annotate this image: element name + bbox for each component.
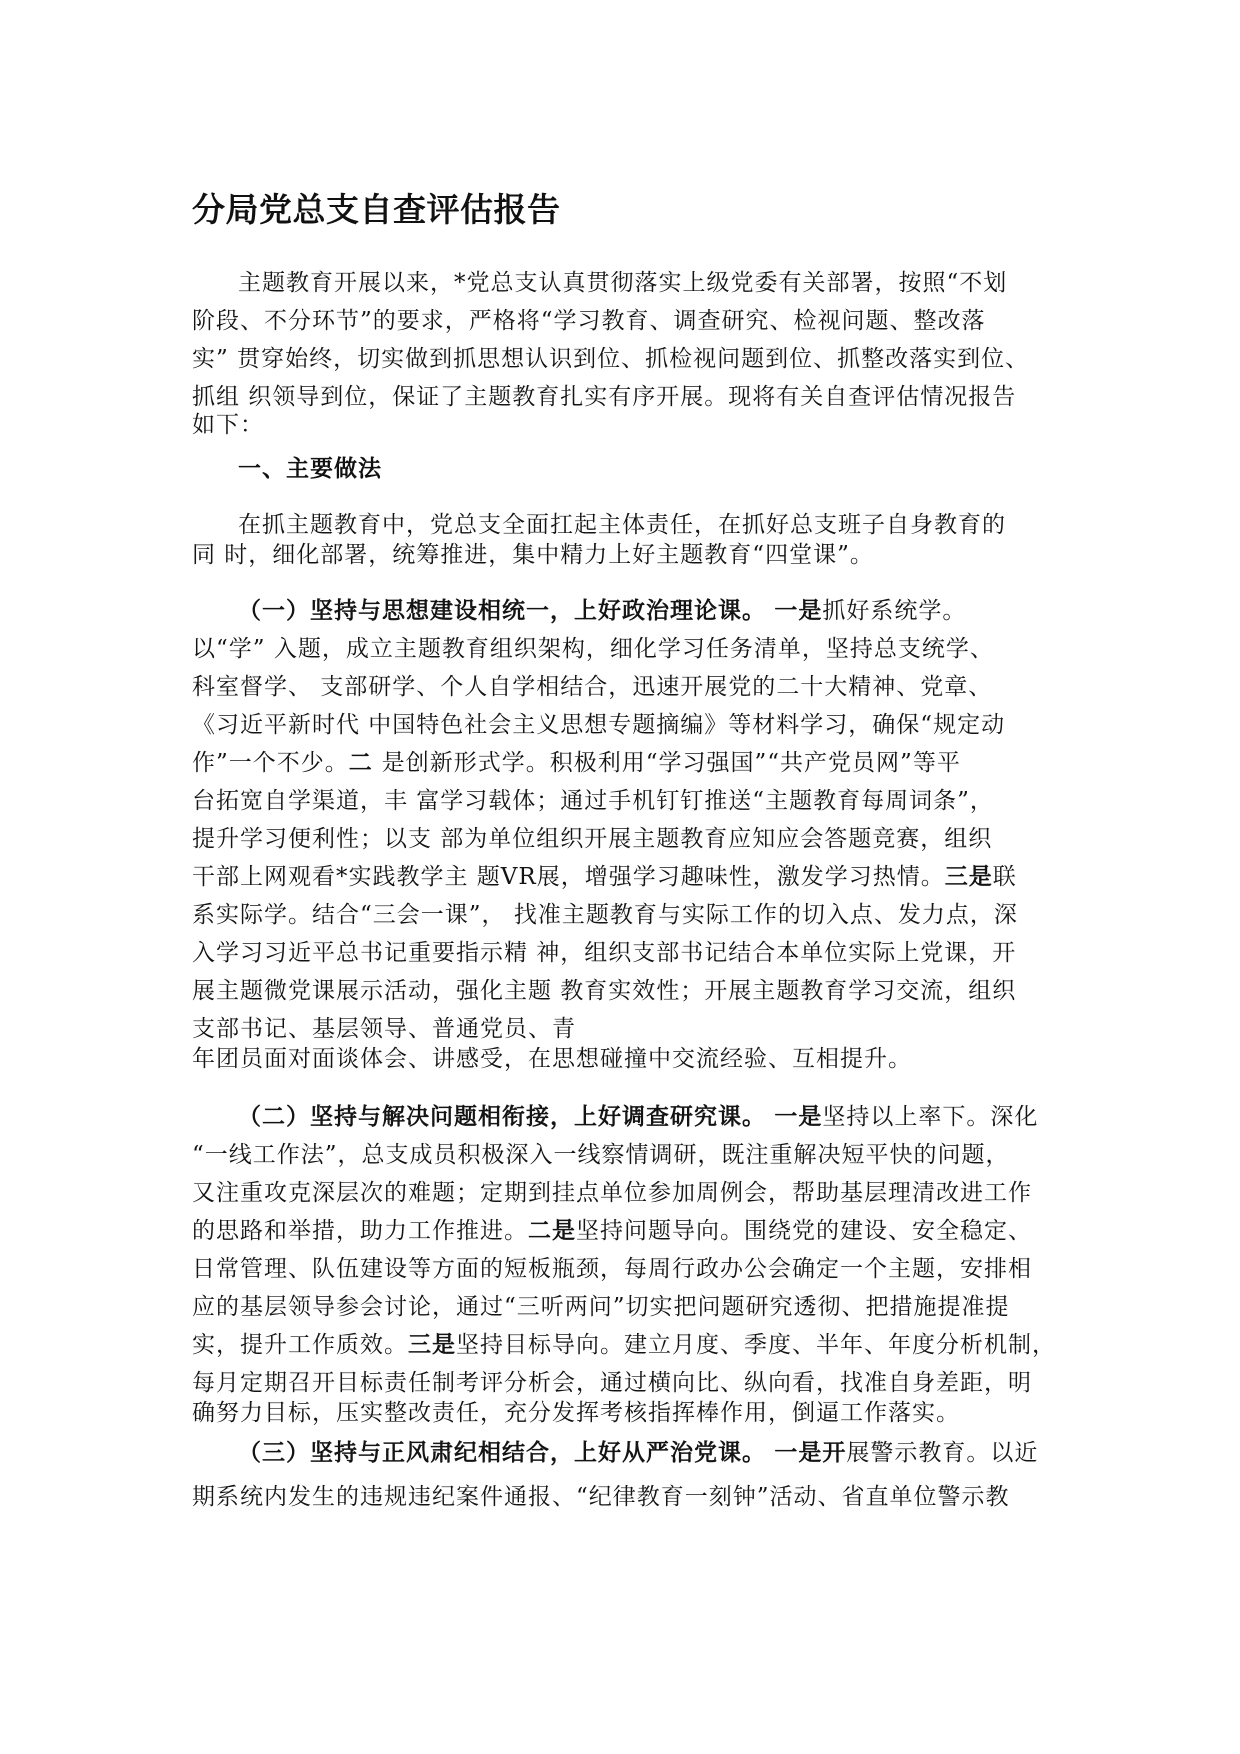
- intro-line-5: 如下：: [192, 412, 264, 438]
- part3-first-line: [238, 1438, 1038, 1468]
- part2-line-2: 又注重攻克深层次的难题；定期到挂点单位参加周例会，帮助基层理清改进工作: [192, 1180, 1032, 1206]
- part2-first-lead: 一是: [774, 1103, 823, 1130]
- part1-line-4a: 作”一个不少。: [192, 750, 349, 776]
- part1-line-10: 展主题微党课展示活动，强化主题 教育实效性；开展主题教育学习交流，组织: [192, 978, 1017, 1004]
- intro-line-3: 实” 贯穿始终，切实做到抓思想认识到位、抓检视问题到位、抓整改落实到位、: [192, 346, 1030, 372]
- part3-first-lead: 一是开: [774, 1439, 847, 1466]
- part1-line-5: 台拓宽自学渠道，丰 富学习载体；通过手机钉钉推送“主题教育每周词条”，: [192, 788, 994, 814]
- part1-line-8: 系实际学。结合“三会一课”， 找准主题教育与实际工作的切入点、发力点，深: [192, 902, 1018, 928]
- part3-heading: （三）坚持与正风肃纪相结合，上好从严治党课。: [238, 1439, 766, 1466]
- part2-line-3b: 坚持问题导向。围绕党的建设、安全稳定、: [576, 1218, 1032, 1244]
- part3-first-text: 展警示教育。以近: [846, 1440, 1039, 1466]
- part1-line-7: [192, 862, 1017, 892]
- page-title: 分局党总支自查评估报告: [192, 190, 561, 229]
- part2-heading: （二）坚持与解决问题相衔接，上好调查研究课。: [238, 1103, 766, 1130]
- part1-third-lead: 三是: [944, 863, 993, 890]
- part1-first-lead: 一是: [774, 597, 823, 624]
- intro-line-2: 阶段、不分环节”的要求，严格将“学习教育、调查研究、检视问题、整改落: [192, 308, 986, 334]
- part2-first-line: [238, 1102, 1038, 1132]
- part2-line-6b: 坚持目标导向。建立月度、季度、半年、年度分析机制，: [456, 1332, 1056, 1358]
- section-heading: 一、主要做法: [238, 456, 382, 482]
- part1-line-7a: 干部上网观看*实践教学主 题VR展，增强学习趣味性，激发学习热情。: [192, 864, 945, 890]
- part2-second-lead: 二是: [528, 1217, 576, 1244]
- part1-line-4: [192, 748, 961, 778]
- part2-third-lead: 三是: [408, 1331, 456, 1358]
- part1-first-text: 抓好系统学。: [822, 598, 967, 624]
- part2-line-3a: 的思路和举措，助力工作推进。: [192, 1218, 528, 1244]
- intro-line-4: 抓组 织领导到位，保证了主题教育扎实有序开展。现将有关自查评估情况报告: [192, 384, 1017, 410]
- part2-line-4: 日常管理、队伍建设等方面的短板瓶颈，每周行政办公会确定一个主题，安排相: [192, 1256, 1032, 1282]
- part2-line-1: “一线工作法”，总支成员积极深入一线察情调研，既注重解决短平快的问题，: [192, 1142, 1010, 1168]
- part2-line-3: [192, 1216, 1032, 1246]
- part1-line-4b: 是创新形式学。积极利用“学习强国”“共产党员网”等平: [381, 750, 961, 776]
- part2-line-7: 每月定期召开目标责任制考评分析会，通过横向比、纵向看，找准自身差距，明: [192, 1370, 1032, 1396]
- part1-line-11: 支部书记、基层领导、普通党员、青: [192, 1016, 576, 1042]
- section-lead-line-1: 在抓主题教育中，党总支全面扛起主体责任，在抓好总支班子自身教育的: [238, 512, 1006, 538]
- part2-line-6a: 实，提升工作质效。: [192, 1332, 408, 1358]
- part2-line-5: 应的基层领导参会讨论，通过“三听两问”切实把问题研究透彻、把措施提准提: [192, 1294, 1010, 1320]
- part2-line-6: [192, 1330, 1056, 1360]
- part1-line-2: 科室督学、 支部研学、个人自学相结合，迅速开展党的二十大精神、党章、: [192, 674, 993, 700]
- part1-second-lead: 二: [348, 749, 382, 776]
- part1-line-7b: 联: [992, 864, 1017, 890]
- part2-line-8: 确努力目标，压实整改责任，充分发挥考核指挥棒作用，倒逼工作落实。: [192, 1400, 960, 1426]
- part1-line-6: 提升学习便利性；以支 部为单位组织开展主题教育应知应会答题竞赛，组织: [192, 826, 993, 852]
- part1-line-1: 以“学” 入题，成立主题教育组织架构，细化学习任务清单，坚持总支统学、: [192, 636, 994, 662]
- part1-first-line: [238, 596, 966, 626]
- section-lead-line-2: 同 时，细化部署，统筹推进，集中精力上好主题教育“四堂课”。: [192, 542, 874, 568]
- part3-line-1: 期系统内发生的违规违纪案件通报、“纪律教育一刻钟”活动、省直单位警示教: [192, 1484, 1010, 1510]
- part1-line-12: 年团员面对面谈体会、讲感受，在思想碰撞中交流经验、互相提升。: [192, 1046, 912, 1072]
- intro-line-1: 主题教育开展以来，*党总支认真贯彻落实上级党委有关部署，按照“不划: [238, 270, 1008, 296]
- part2-first-text: 坚持以上率下。深化: [822, 1104, 1039, 1130]
- part1-heading: （一）坚持与思想建设相统一，上好政治理论课。: [238, 597, 766, 624]
- part1-line-9: 入学习习近平总书记重要指示精 神，组织支部书记结合本单位实际上党课，开: [192, 940, 1017, 966]
- part1-line-3: 《习近平新时代 中国特色社会主义思想专题摘编》等材料学习，确保“规定动: [192, 712, 1006, 738]
